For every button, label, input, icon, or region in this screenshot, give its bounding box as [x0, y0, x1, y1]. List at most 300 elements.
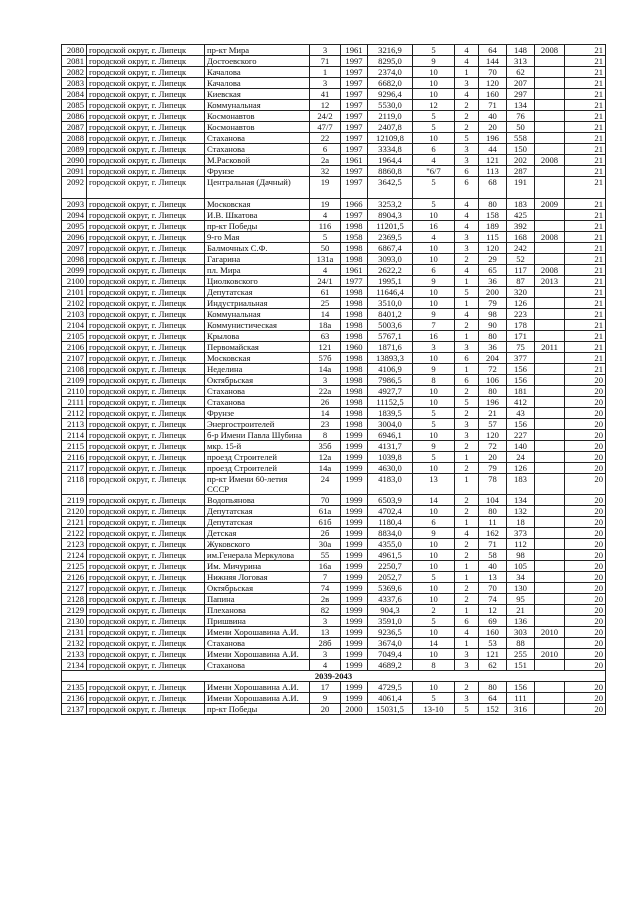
- cell-house-number: 3: [310, 649, 341, 660]
- table-row: [62, 166, 606, 177]
- cell-term: 21: [565, 100, 606, 111]
- cell-residents: 52: [507, 254, 535, 265]
- cell-municipality: городской округ, г. Липецк: [87, 67, 205, 78]
- cell-term: 21: [565, 67, 606, 78]
- cell-area: 4702,4: [368, 506, 413, 517]
- cell-municipality: городской округ, г. Липецк: [87, 221, 205, 232]
- table-row: [62, 649, 606, 660]
- cell-repair-year: [535, 430, 565, 441]
- cell-street: Московская: [205, 353, 310, 364]
- cell-municipality: городской округ, г. Липецк: [87, 539, 205, 550]
- cell-apartments: 57: [479, 419, 507, 430]
- cell-year-built: 1999: [341, 517, 368, 528]
- cell-floors: 5: [413, 177, 455, 199]
- cell-apartments: 58: [479, 550, 507, 561]
- cell-house-number: 2в: [310, 594, 341, 605]
- cell-municipality: городской округ, г. Липецк: [87, 133, 205, 144]
- cell-year-built: 1998: [341, 408, 368, 419]
- cell-entrances: 5: [455, 287, 479, 298]
- cell-year-built: 1999: [341, 561, 368, 572]
- cell-house-number: 55: [310, 550, 341, 561]
- cell-floors: 3: [413, 342, 455, 353]
- table-row: [62, 100, 606, 111]
- cell-row-number: 2104: [62, 320, 87, 331]
- table-row: [62, 177, 606, 199]
- cell-residents: 151: [507, 660, 535, 671]
- cell-municipality: городской округ, г. Липецк: [87, 463, 205, 474]
- cell-street: Папина: [205, 594, 310, 605]
- cell-house-number: 14: [310, 309, 341, 320]
- table-row: [62, 408, 606, 419]
- cell-house-number: 17: [310, 682, 341, 693]
- cell-municipality: городской округ, г. Липецк: [87, 583, 205, 594]
- cell-residents: 95: [507, 594, 535, 605]
- cell-repair-year: [535, 89, 565, 100]
- cell-municipality: городской округ, г. Липецк: [87, 331, 205, 342]
- cell-residents: 297: [507, 89, 535, 100]
- cell-residents: 111: [507, 693, 535, 704]
- cell-area: 4689,2: [368, 660, 413, 671]
- cell-repair-year: [535, 111, 565, 122]
- cell-repair-year: 2011: [535, 342, 565, 353]
- cell-entrances: 1: [455, 452, 479, 463]
- cell-term: 21: [565, 331, 606, 342]
- cell-floors: 9: [413, 56, 455, 67]
- cell-street: Нижняя Логовая: [205, 572, 310, 583]
- cell-residents: 181: [507, 386, 535, 397]
- cell-street: Коммунальная: [205, 309, 310, 320]
- cell-municipality: городской округ, г. Липецк: [87, 155, 205, 166]
- cell-residents: 303: [507, 627, 535, 638]
- cell-row-number: 2129: [62, 605, 87, 616]
- cell-floors: 10: [413, 506, 455, 517]
- cell-house-number: 18а: [310, 320, 341, 331]
- cell-area: 9236,5: [368, 627, 413, 638]
- cell-municipality: городской округ, г. Липецк: [87, 605, 205, 616]
- cell-street: Циолковского: [205, 276, 310, 287]
- cell-term: 21: [565, 298, 606, 309]
- cell-street: Депутатская: [205, 517, 310, 528]
- cell-year-built: 1998: [341, 320, 368, 331]
- cell-residents: 87: [507, 276, 535, 287]
- cell-apartments: 40: [479, 111, 507, 122]
- cell-term: 21: [565, 243, 606, 254]
- cell-year-built: 1998: [341, 243, 368, 254]
- cell-floors: 10: [413, 386, 455, 397]
- cell-municipality: городской округ, г. Липецк: [87, 276, 205, 287]
- cell-row-number: 2098: [62, 254, 87, 265]
- cell-entrances: 2: [455, 506, 479, 517]
- cell-street: мкр. 15-й: [205, 441, 310, 452]
- cell-municipality: городской округ, г. Липецк: [87, 495, 205, 506]
- cell-street: Стаханова: [205, 144, 310, 155]
- cell-residents: 558: [507, 133, 535, 144]
- cell-row-number: 2120: [62, 506, 87, 517]
- cell-repair-year: [535, 572, 565, 583]
- cell-floors: 5: [413, 122, 455, 133]
- cell-area: 2119,0: [368, 111, 413, 122]
- cell-row-number: 2124: [62, 550, 87, 561]
- cell-house-number: 13: [310, 627, 341, 638]
- cell-apartments: 40: [479, 561, 507, 572]
- cell-area: 1180,4: [368, 517, 413, 528]
- cell-year-built: 1999: [341, 594, 368, 605]
- cell-row-number: 2096: [62, 232, 87, 243]
- cell-term: 21: [565, 177, 606, 199]
- table-row: [62, 221, 606, 232]
- cell-municipality: городской округ, г. Липецк: [87, 353, 205, 364]
- cell-area: 2407,8: [368, 122, 413, 133]
- table-row: [62, 111, 606, 122]
- cell-apartments: 115: [479, 232, 507, 243]
- cell-street: пр-кт Имени 60-летия СССР: [205, 474, 310, 495]
- cell-apartments: 71: [479, 100, 507, 111]
- cell-house-number: 4: [310, 660, 341, 671]
- cell-year-built: 1997: [341, 67, 368, 78]
- cell-apartments: 152: [479, 704, 507, 715]
- cell-year-built: 1966: [341, 199, 368, 210]
- cell-row-number: 2083: [62, 78, 87, 89]
- cell-area: 3510,0: [368, 298, 413, 309]
- cell-row-number: 2108: [62, 364, 87, 375]
- cell-floors: 6: [413, 144, 455, 155]
- cell-house-number: 24: [310, 474, 341, 495]
- cell-street: Индустриальная: [205, 298, 310, 309]
- cell-floors: 16: [413, 221, 455, 232]
- cell-repair-year: [535, 682, 565, 693]
- cell-residents: 287: [507, 166, 535, 177]
- cell-municipality: городской округ, г. Липецк: [87, 528, 205, 539]
- cell-apartments: 65: [479, 265, 507, 276]
- cell-house-number: 25: [310, 298, 341, 309]
- cell-term: 21: [565, 78, 606, 89]
- cell-street: Энергостроителей: [205, 419, 310, 430]
- cell-municipality: городской округ, г. Липецк: [87, 45, 205, 56]
- cell-residents: 156: [507, 419, 535, 430]
- cell-municipality: городской округ, г. Липецк: [87, 89, 205, 100]
- cell-floors: 10: [413, 210, 455, 221]
- cell-residents: 255: [507, 649, 535, 660]
- cell-apartments: 196: [479, 133, 507, 144]
- cell-floors: 10: [413, 539, 455, 550]
- cell-repair-year: [535, 133, 565, 144]
- cell-residents: 412: [507, 397, 535, 408]
- cell-street: Имени Хорошавина А.И.: [205, 649, 310, 660]
- cell-apartments: 11: [479, 517, 507, 528]
- cell-municipality: городской округ, г. Липецк: [87, 309, 205, 320]
- cell-floors: 8: [413, 375, 455, 386]
- cell-area: 11646,4: [368, 287, 413, 298]
- cell-street: Первомайская: [205, 342, 310, 353]
- cell-entrances: 2: [455, 463, 479, 474]
- cell-entrances: 1: [455, 298, 479, 309]
- cell-row-number: 2095: [62, 221, 87, 232]
- cell-house-number: 22а: [310, 386, 341, 397]
- cell-municipality: городской округ, г. Липецк: [87, 660, 205, 671]
- cell-entrances: 2: [455, 682, 479, 693]
- cell-row-number: 2115: [62, 441, 87, 452]
- table-row: [62, 309, 606, 320]
- cell-apartments: 70: [479, 67, 507, 78]
- table-row: [62, 452, 606, 463]
- cell-repair-year: [535, 221, 565, 232]
- cell-house-number: 4: [310, 210, 341, 221]
- cell-area: 6503,9: [368, 495, 413, 506]
- cell-apartments: 196: [479, 397, 507, 408]
- cell-street: Фрунзе: [205, 166, 310, 177]
- cell-apartments: 121: [479, 155, 507, 166]
- cell-house-number: 3: [310, 45, 341, 56]
- cell-area: 9296,4: [368, 89, 413, 100]
- table-body: [62, 45, 606, 715]
- cell-entrances: 4: [455, 309, 479, 320]
- table-row: [62, 144, 606, 155]
- cell-area: 1839,5: [368, 408, 413, 419]
- cell-municipality: городской округ, г. Липецк: [87, 166, 205, 177]
- cell-entrances: 2: [455, 550, 479, 561]
- cell-floors: 9: [413, 364, 455, 375]
- cell-municipality: городской округ, г. Липецк: [87, 682, 205, 693]
- cell-street: Качалова: [205, 67, 310, 78]
- cell-municipality: городской округ, г. Липецк: [87, 111, 205, 122]
- cell-residents: 227: [507, 430, 535, 441]
- cell-house-number: 2б: [310, 528, 341, 539]
- cell-term: 20: [565, 375, 606, 386]
- cell-street: Имени Хорошавина А.И.: [205, 627, 310, 638]
- cell-row-number: 2101: [62, 287, 87, 298]
- cell-residents: 425: [507, 210, 535, 221]
- cell-term: 20: [565, 583, 606, 594]
- cell-floors: 10: [413, 78, 455, 89]
- cell-row-number: 2134: [62, 660, 87, 671]
- cell-year-built: 1998: [341, 375, 368, 386]
- cell-floors: 10: [413, 254, 455, 265]
- cell-row-number: 2092: [62, 177, 87, 199]
- cell-entrances: 3: [455, 649, 479, 660]
- cell-repair-year: [535, 463, 565, 474]
- cell-residents: 105: [507, 561, 535, 572]
- table-row: [62, 232, 606, 243]
- table-row: [62, 89, 606, 100]
- table-row: [62, 364, 606, 375]
- cell-apartments: 12: [479, 605, 507, 616]
- cell-repair-year: [535, 561, 565, 572]
- cell-year-built: 1999: [341, 539, 368, 550]
- cell-entrances: 3: [455, 693, 479, 704]
- cell-term: 20: [565, 452, 606, 463]
- cell-apartments: 79: [479, 463, 507, 474]
- cell-apartments: 162: [479, 528, 507, 539]
- cell-year-built: 1999: [341, 495, 368, 506]
- cell-entrances: 2: [455, 441, 479, 452]
- cell-residents: 62: [507, 67, 535, 78]
- cell-repair-year: 2008: [535, 155, 565, 166]
- cell-apartments: 80: [479, 386, 507, 397]
- cell-entrances: 1: [455, 561, 479, 572]
- cell-row-number: 2112: [62, 408, 87, 419]
- cell-house-number: 57б: [310, 353, 341, 364]
- cell-entrances: 3: [455, 430, 479, 441]
- cell-term: 21: [565, 353, 606, 364]
- cell-house-number: 22: [310, 133, 341, 144]
- table-row: [62, 583, 606, 594]
- cell-floors: 10: [413, 561, 455, 572]
- cell-street: И.В. Шкатова: [205, 210, 310, 221]
- cell-floors: 2: [413, 605, 455, 616]
- cell-apartments: 120: [479, 430, 507, 441]
- cell-row-number: 2118: [62, 474, 87, 495]
- cell-floors: 13-10: [413, 704, 455, 715]
- cell-repair-year: 2013: [535, 276, 565, 287]
- cell-entrances: 2: [455, 254, 479, 265]
- cell-repair-year: [535, 660, 565, 671]
- cell-apartments: 144: [479, 56, 507, 67]
- cell-area: 1964,4: [368, 155, 413, 166]
- cell-street: М.Расковой: [205, 155, 310, 166]
- cell-apartments: 69: [479, 616, 507, 627]
- cell-apartments: 21: [479, 408, 507, 419]
- cell-row-number: 2087: [62, 122, 87, 133]
- cell-apartments: 204: [479, 353, 507, 364]
- cell-entrances: 4: [455, 89, 479, 100]
- cell-repair-year: [535, 583, 565, 594]
- cell-term: 21: [565, 89, 606, 100]
- cell-term: 21: [565, 56, 606, 67]
- cell-entrances: 4: [455, 56, 479, 67]
- cell-year-built: 1997: [341, 78, 368, 89]
- cell-apartments: 44: [479, 144, 507, 155]
- cell-repair-year: 2010: [535, 627, 565, 638]
- cell-entrances: 3: [455, 155, 479, 166]
- cell-municipality: городской округ, г. Липецк: [87, 397, 205, 408]
- cell-apartments: 120: [479, 78, 507, 89]
- cell-entrances: 2: [455, 320, 479, 331]
- cell-floors: 5: [413, 45, 455, 56]
- cell-entrances: 1: [455, 331, 479, 342]
- cell-apartments: 80: [479, 199, 507, 210]
- cell-year-built: 1998: [341, 397, 368, 408]
- cell-area: 12109,8: [368, 133, 413, 144]
- table-row: [62, 495, 606, 506]
- cell-residents: 202: [507, 155, 535, 166]
- cell-area: 4183,0: [368, 474, 413, 495]
- cell-house-number: 16а: [310, 561, 341, 572]
- cell-municipality: городской округ, г. Липецк: [87, 199, 205, 210]
- table-row: [62, 704, 606, 715]
- cell-floors: "6/7: [413, 166, 455, 177]
- table-row: [62, 517, 606, 528]
- cell-repair-year: [535, 331, 565, 342]
- cell-repair-year: [535, 539, 565, 550]
- cell-row-number: 2090: [62, 155, 87, 166]
- cell-area: 5767,1: [368, 331, 413, 342]
- cell-term: 21: [565, 166, 606, 177]
- cell-repair-year: [535, 506, 565, 517]
- cell-residents: 148: [507, 45, 535, 56]
- cell-term: 20: [565, 627, 606, 638]
- cell-municipality: городской округ, г. Липецк: [87, 561, 205, 572]
- cell-house-number: 61: [310, 287, 341, 298]
- cell-term: 21: [565, 232, 606, 243]
- cell-floors: 5: [413, 111, 455, 122]
- cell-term: 20: [565, 660, 606, 671]
- cell-year-built: 1998: [341, 221, 368, 232]
- table-row: [62, 539, 606, 550]
- cell-repair-year: 2008: [535, 265, 565, 276]
- cell-house-number: 14а: [310, 463, 341, 474]
- cell-entrances: 4: [455, 199, 479, 210]
- cell-house-number: 35б: [310, 441, 341, 452]
- cell-term: 20: [565, 704, 606, 715]
- cell-repair-year: [535, 100, 565, 111]
- cell-area: 8860,8: [368, 166, 413, 177]
- cell-repair-year: [535, 517, 565, 528]
- cell-repair-year: [535, 56, 565, 67]
- cell-row-number: 2093: [62, 199, 87, 210]
- cell-area: 4630,0: [368, 463, 413, 474]
- cell-area: 8904,3: [368, 210, 413, 221]
- cell-apartments: 36: [479, 342, 507, 353]
- cell-area: 7986,5: [368, 375, 413, 386]
- cell-term: 20: [565, 550, 606, 561]
- cell-street: Депутатская: [205, 287, 310, 298]
- cell-year-built: 1997: [341, 100, 368, 111]
- table-row: [62, 616, 606, 627]
- cell-residents: 316: [507, 704, 535, 715]
- cell-apartments: 160: [479, 627, 507, 638]
- table-row: [62, 254, 606, 265]
- table-row: [62, 594, 606, 605]
- cell-area: 4355,0: [368, 539, 413, 550]
- cell-repair-year: [535, 144, 565, 155]
- cell-municipality: городской округ, г. Липецк: [87, 430, 205, 441]
- table-row: [62, 430, 606, 441]
- cell-apartments: 80: [479, 506, 507, 517]
- cell-residents: 377: [507, 353, 535, 364]
- cell-floors: 9: [413, 528, 455, 539]
- cell-year-built: 1999: [341, 441, 368, 452]
- cell-row-number: 2133: [62, 649, 87, 660]
- cell-apartments: 106: [479, 375, 507, 386]
- cell-term: 20: [565, 506, 606, 517]
- cell-repair-year: 2008: [535, 232, 565, 243]
- table-row: [62, 276, 606, 287]
- cell-repair-year: [535, 594, 565, 605]
- cell-house-number: 12а: [310, 452, 341, 463]
- cell-residents: 168: [507, 232, 535, 243]
- cell-area: 4927,7: [368, 386, 413, 397]
- cell-repair-year: [535, 210, 565, 221]
- cell-apartments: 78: [479, 474, 507, 495]
- cell-term: 21: [565, 221, 606, 232]
- cell-house-number: 5: [310, 232, 341, 243]
- cell-term: 21: [565, 265, 606, 276]
- cell-row-number: 2123: [62, 539, 87, 550]
- cell-residents: 313: [507, 56, 535, 67]
- cell-repair-year: [535, 528, 565, 539]
- cell-house-number: 50: [310, 243, 341, 254]
- cell-residents: 76: [507, 111, 535, 122]
- cell-apartments: 98: [479, 309, 507, 320]
- cell-house-number: 63: [310, 331, 341, 342]
- cell-term: 20: [565, 474, 606, 495]
- cell-floors: 10: [413, 550, 455, 561]
- cell-street: Стаханова: [205, 133, 310, 144]
- cell-year-built: 1999: [341, 463, 368, 474]
- cell-street: Московская: [205, 199, 310, 210]
- cell-term: 20: [565, 441, 606, 452]
- cell-area: 2374,0: [368, 67, 413, 78]
